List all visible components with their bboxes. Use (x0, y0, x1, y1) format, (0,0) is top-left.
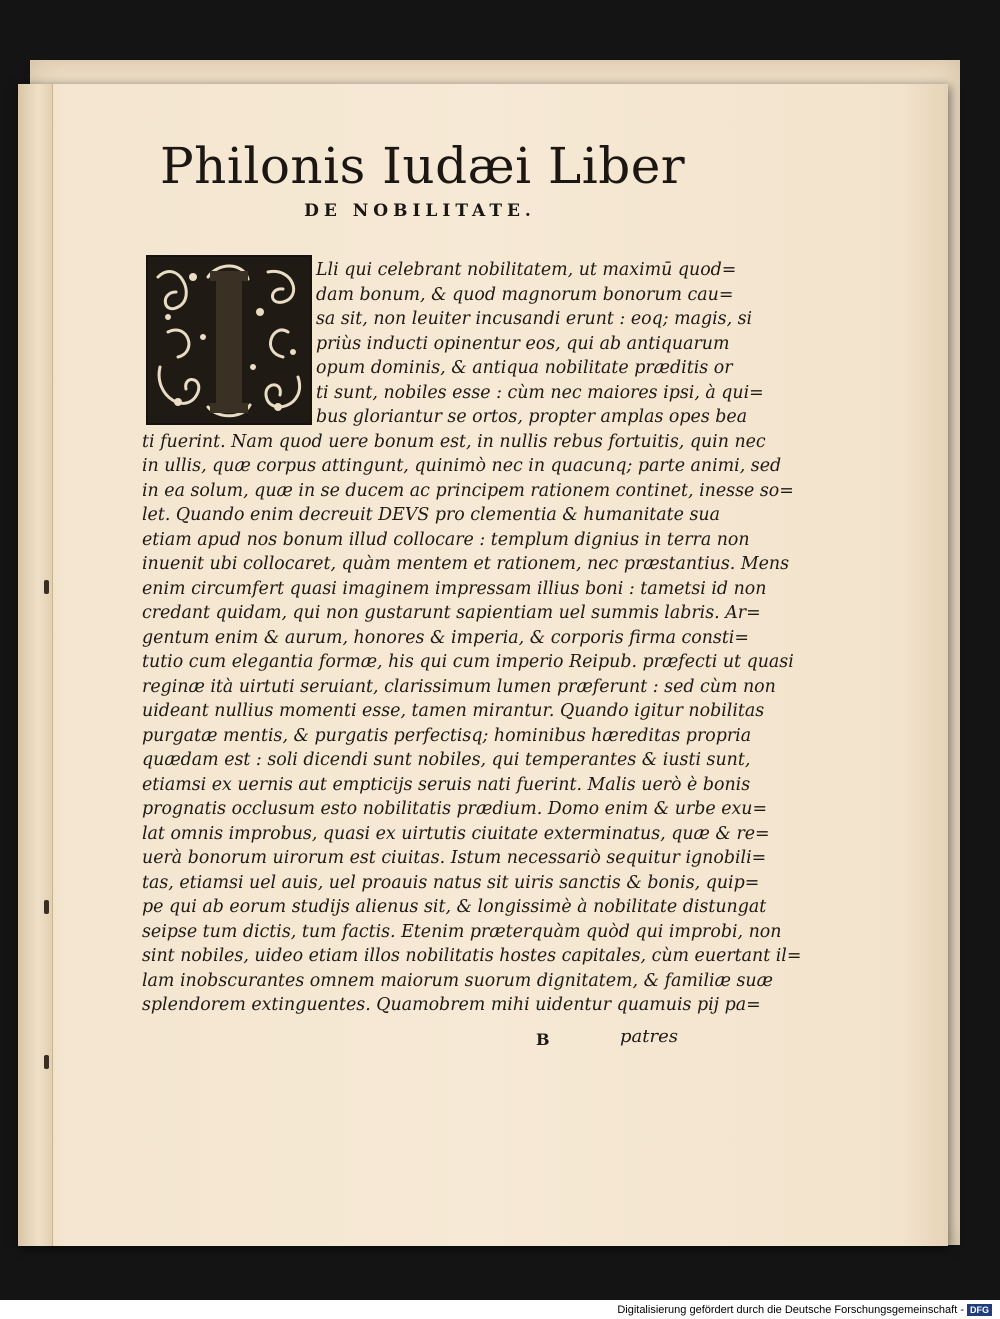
text-line: sa sit, non leuiter incusandi erunt : eoq; magis, si (316, 309, 753, 329)
text-line: bus gloriantur se ortos, propter amplas opes bea (316, 407, 748, 427)
page-title: Philonis Iudæi Liber (160, 137, 686, 195)
page-subtitle: DE NOBILITATE. (304, 201, 536, 221)
text-line: tutio cum elegantia formæ, his qui cum imperio Reipub. præfecti ut quasi (142, 652, 794, 672)
text-line: opum dominis, & antiqua nobilitate præditis or (316, 358, 733, 378)
text-line: Lli qui celebrant nobilitatem, ut maximū quod= (316, 260, 737, 280)
text-line: dam bonum, & quod magnorum bonorum cau= (316, 284, 734, 305)
text-line: pe qui ab eorum studijs alienus sit, & longissimè à nobilitate distungat (142, 897, 767, 917)
text-line: splendorem extinguentes. Quamobrem mihi uidentur quamuis pij pa= (142, 995, 761, 1015)
text-line: seipse tum dictis, tum factis. Etenim præterquàm quòd qui improbi, non (142, 921, 782, 942)
text-line: tas, etiamsi uel auis, uel proauis natus sit uiris sanctis & bonis, quip= (142, 872, 760, 893)
text-line: sint nobiles, uideo etiam illos nobilitatis hostes capitales, cùm euertant il= (142, 946, 802, 966)
body-text (142, 258, 802, 1018)
binding-stitch (44, 1055, 49, 1069)
text-line: prognatis occlusum esto nobilitatis prædium. Domo enim & urbe exu= (142, 799, 768, 819)
text-line: uideant nullius momenti esse, tamen mirantur. Quando igitur nobilitas (142, 701, 765, 721)
text-line: reginæ ità uirtuti seruiant, clarissimum lumen præferunt : sed cùm non (142, 676, 776, 697)
text-line: let. Quando enim decreuit DEVS pro clementia & humanitate sua (142, 505, 720, 525)
dfg-logo-icon: DFG (967, 1304, 992, 1316)
text-line: ti sunt, nobiles esse : cùm nec maiores ipsi, à qui= (316, 382, 764, 403)
footer-credit (617, 1303, 992, 1317)
text-line: etiamsi ex uernis aut empticijs seruis nati fuerint. Malis uerò è bonis (142, 774, 751, 795)
text-line: inuenit ubi collocaret, quàm mentem et rationem, nec præstantius. Mens (142, 554, 790, 574)
text-line: ti fuerint. Nam quod uere bonum est, in nullis rebus fortuitis, quin nec (142, 431, 766, 452)
text-line: gentum enim & aurum, honores & imperia, & corporis firma consti= (142, 627, 749, 648)
text-line: priùs inducti opinentur eos, qui ab antiquarum (316, 333, 730, 354)
binding-stitch (44, 900, 49, 914)
text-line: credant quidam, qui non gustarunt sapientiam uel summis labris. Ar= (142, 603, 761, 623)
text-line: etiam apud nos bonum illud collocare : templum dignius in terra non (142, 529, 750, 550)
text-line: purgatæ mentis, & purgatis perfectisq; hominibus hæreditas propria (142, 725, 752, 746)
spine-fold (18, 84, 53, 1246)
text-line: lam inobscurantes omnem maiorum suorum dignitatem, & familiæ suæ (142, 970, 773, 991)
footer-text: Digitalisierung gefördert durch die Deutsche Forschungsgemeinschaft - (617, 1304, 964, 1316)
text-line: enim circumfert quasi imaginem impressam illius boni : tametsi id non (142, 578, 767, 599)
binding-stitch (44, 580, 49, 594)
text-line: lat omnis improbus, quasi ex uirtutis ciuitate exterminatus, quæ & re= (142, 823, 770, 844)
catchword: patres (620, 1026, 678, 1047)
signature-mark: B (536, 1030, 550, 1049)
text-line: in ullis, quæ corpus attingunt, quinimò nec in quacunq; parte animi, sed (142, 456, 782, 476)
text-line: in ea solum, quæ in se ducem ac principem rationem continet, inesse so= (142, 480, 794, 501)
text-line: quædam est : soli dicendi sunt nobiles, qui temperantes & iusti sunt, (142, 750, 751, 770)
text-line: uerà bonorum uirorum est ciuitas. Istum necessariò sequitur ignobili= (142, 848, 767, 868)
